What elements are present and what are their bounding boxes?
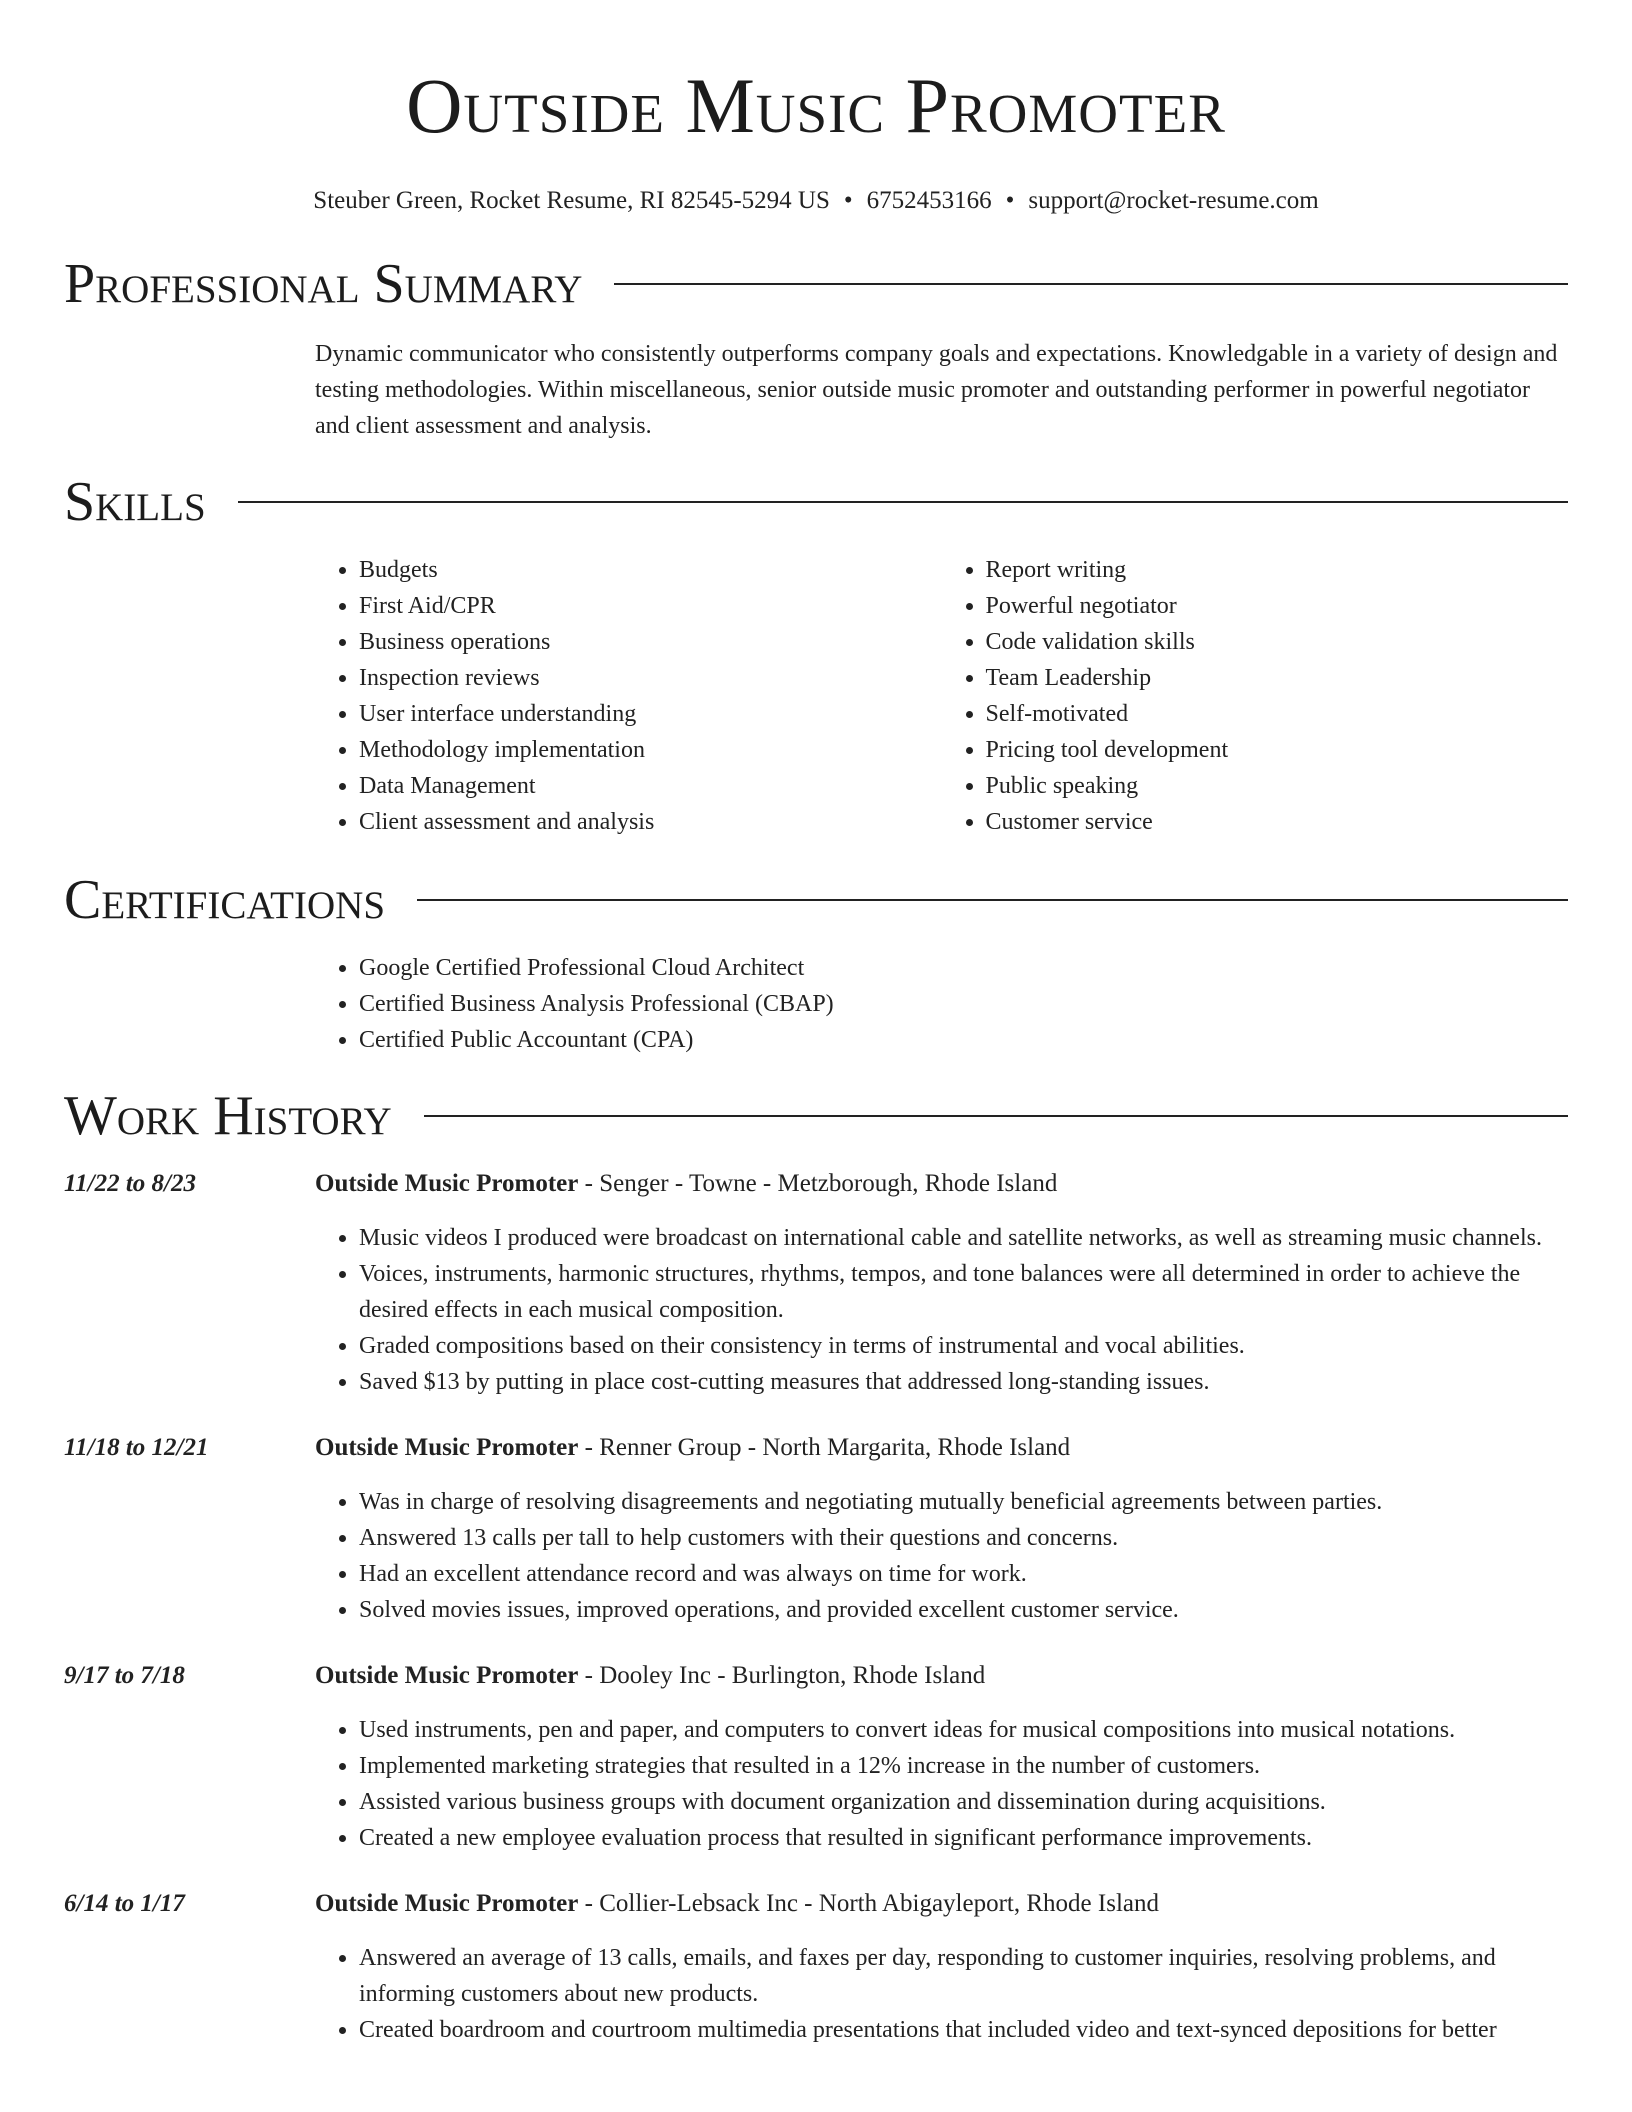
certification-item: • Certified Business Analysis Professional (CBAP) — [359, 986, 1568, 1022]
section-divider — [614, 283, 1568, 285]
job-heading — [315, 1886, 1568, 1922]
job-main — [315, 1886, 1568, 2048]
section-divider — [417, 899, 1568, 901]
skill-item: • First Aid/CPR — [359, 588, 942, 624]
job-main — [315, 1658, 1568, 1856]
skill-item: • Client assessment and analysis — [359, 804, 942, 840]
contact-line — [64, 184, 1568, 218]
job-details: - Dooley Inc - Burlington, Rhode Island — [578, 1662, 986, 1689]
skill-item: • User interface understanding — [359, 696, 942, 732]
certifications-section-title: Certifications — [64, 869, 386, 931]
skill-item: • Team Leadership — [986, 660, 1569, 696]
summary-text: Dynamic communicator who consistently outperforms company goals and expectations. Knowledgable in a variety of design and testing methodologies. Within miscellaneous, senior outside music promoter and outstanding performer in powerful negotiator and client assessment and analysis. — [315, 341, 1558, 439]
job-dates: 6/14 to 1/17 — [64, 1890, 185, 1917]
job-bullets — [315, 1220, 1568, 1400]
job-main — [315, 1166, 1568, 1400]
job-title: Outside Music Promoter — [315, 1662, 579, 1689]
candidate-name: Outside Music Promoter — [406, 62, 1226, 149]
skills-list — [315, 552, 1568, 840]
work-section-title: Work History — [64, 1085, 392, 1147]
job-bullet: • Had an excellent attendance record and was always on time for work. — [359, 1556, 1568, 1592]
job-details: - Collier-Lebsack Inc - North Abigayleport, Rhode Island — [578, 1890, 1159, 1917]
job-bullet: • Assisted various business groups with document organization and dissemination during acquisitions. — [359, 1784, 1568, 1820]
skill-item: • Pricing tool development — [986, 732, 1569, 768]
skills-column-left — [315, 552, 942, 840]
job-bullets — [315, 1712, 1568, 1856]
job-entry — [64, 1430, 1568, 1628]
job-bullet: • Was in charge of resolving disagreements and negotiating mutually beneficial agreements between parties. — [359, 1484, 1568, 1520]
job-main — [315, 1430, 1568, 1628]
skills-column-right — [942, 552, 1569, 840]
job-title: Outside Music Promoter — [315, 1434, 579, 1461]
job-entry — [64, 1166, 1568, 1400]
certification-item: • Certified Public Accountant (CPA) — [359, 1022, 1568, 1058]
job-details: - Renner Group - North Margarita, Rhode Island — [578, 1434, 1071, 1461]
skills-section-title: Skills — [64, 471, 206, 533]
skill-item: • Public speaking — [986, 768, 1569, 804]
job-bullet: • Created a new employee evaluation process that resulted in significant performance improvements. — [359, 1820, 1568, 1856]
job-bullets — [315, 1484, 1568, 1628]
job-dates: 11/18 to 12/21 — [64, 1434, 209, 1461]
skill-item: • Powerful negotiator — [986, 588, 1569, 624]
skill-item: • Budgets — [359, 552, 942, 588]
job-bullet: • Graded compositions based on their consistency in terms of instrumental and vocal abilities. — [359, 1328, 1568, 1364]
contact-email: support@rocket-resume.com — [1028, 187, 1319, 214]
summary-section-title: Professional Summary — [64, 253, 583, 315]
summary-section-header — [64, 252, 1568, 316]
job-bullet: • Used instruments, pen and paper, and computers to convert ideas for musical compositions into musical notations. — [359, 1712, 1568, 1748]
job-bullet: • Created boardroom and courtroom multimedia presentations that included video and text-synced depositions for better — [359, 2012, 1568, 2048]
job-bullet: • Voices, instruments, harmonic structures, rhythms, tempos, and tone balances were all determined in order to achieve the desired effects in each musical composition. — [359, 1256, 1568, 1328]
skills-section-header — [64, 470, 1568, 534]
skill-item: • Business operations — [359, 624, 942, 660]
job-bullet: • Music videos I produced were broadcast on international cable and satellite networks, as well as streaming music channels. — [359, 1220, 1568, 1256]
job-entry — [64, 1886, 1568, 2048]
certifications-bullets — [315, 950, 1568, 1058]
contact-address: Steuber Green, Rocket Resume, RI 82545-5294 US — [313, 187, 830, 214]
skill-item: • Code validation skills — [986, 624, 1569, 660]
job-bullet: • Answered 13 calls per tall to help customers with their questions and concerns. — [359, 1520, 1568, 1556]
job-bullet: • Solved movies issues, improved operations, and provided excellent customer service. — [359, 1592, 1568, 1628]
job-entry — [64, 1658, 1568, 1856]
job-bullet: • Implemented marketing strategies that resulted in a 12% increase in the number of customers. — [359, 1748, 1568, 1784]
job-heading — [315, 1658, 1568, 1694]
skill-item: • Inspection reviews — [359, 660, 942, 696]
resume-page — [64, 0, 1568, 2048]
section-divider — [424, 1115, 1568, 1117]
certifications-list — [315, 950, 1568, 1058]
section-divider — [238, 501, 1568, 503]
contact-separator: • — [1005, 187, 1015, 214]
skill-item: • Methodology implementation — [359, 732, 942, 768]
contact-phone: 6752453166 — [866, 187, 992, 214]
job-dates: 9/17 to 7/18 — [64, 1662, 185, 1689]
skill-item: • Report writing — [986, 552, 1569, 588]
work-section-header — [64, 1084, 1568, 1148]
job-bullet: • Saved $13 by putting in place cost-cutting measures that addressed long-standing issues. — [359, 1364, 1568, 1400]
job-heading — [315, 1166, 1568, 1202]
job-dates: 11/22 to 8/23 — [64, 1170, 196, 1197]
skill-item: • Data Management — [359, 768, 942, 804]
certifications-section-header — [64, 868, 1568, 932]
skill-item: • Self-motivated — [986, 696, 1569, 732]
certification-item: • Google Certified Professional Cloud Architect — [359, 950, 1568, 986]
job-details: - Senger - Towne - Metzborough, Rhode Island — [578, 1170, 1058, 1197]
job-heading — [315, 1430, 1568, 1466]
job-bullet: • Answered an average of 13 calls, emails, and faxes per day, responding to customer inquiries, resolving problems, and informing customers about new products. — [359, 1940, 1568, 2012]
job-bullets — [315, 1940, 1568, 2048]
skill-item: • Customer service — [986, 804, 1569, 840]
contact-separator: • — [843, 187, 853, 214]
job-title: Outside Music Promoter — [315, 1890, 579, 1917]
job-title: Outside Music Promoter — [315, 1170, 579, 1197]
